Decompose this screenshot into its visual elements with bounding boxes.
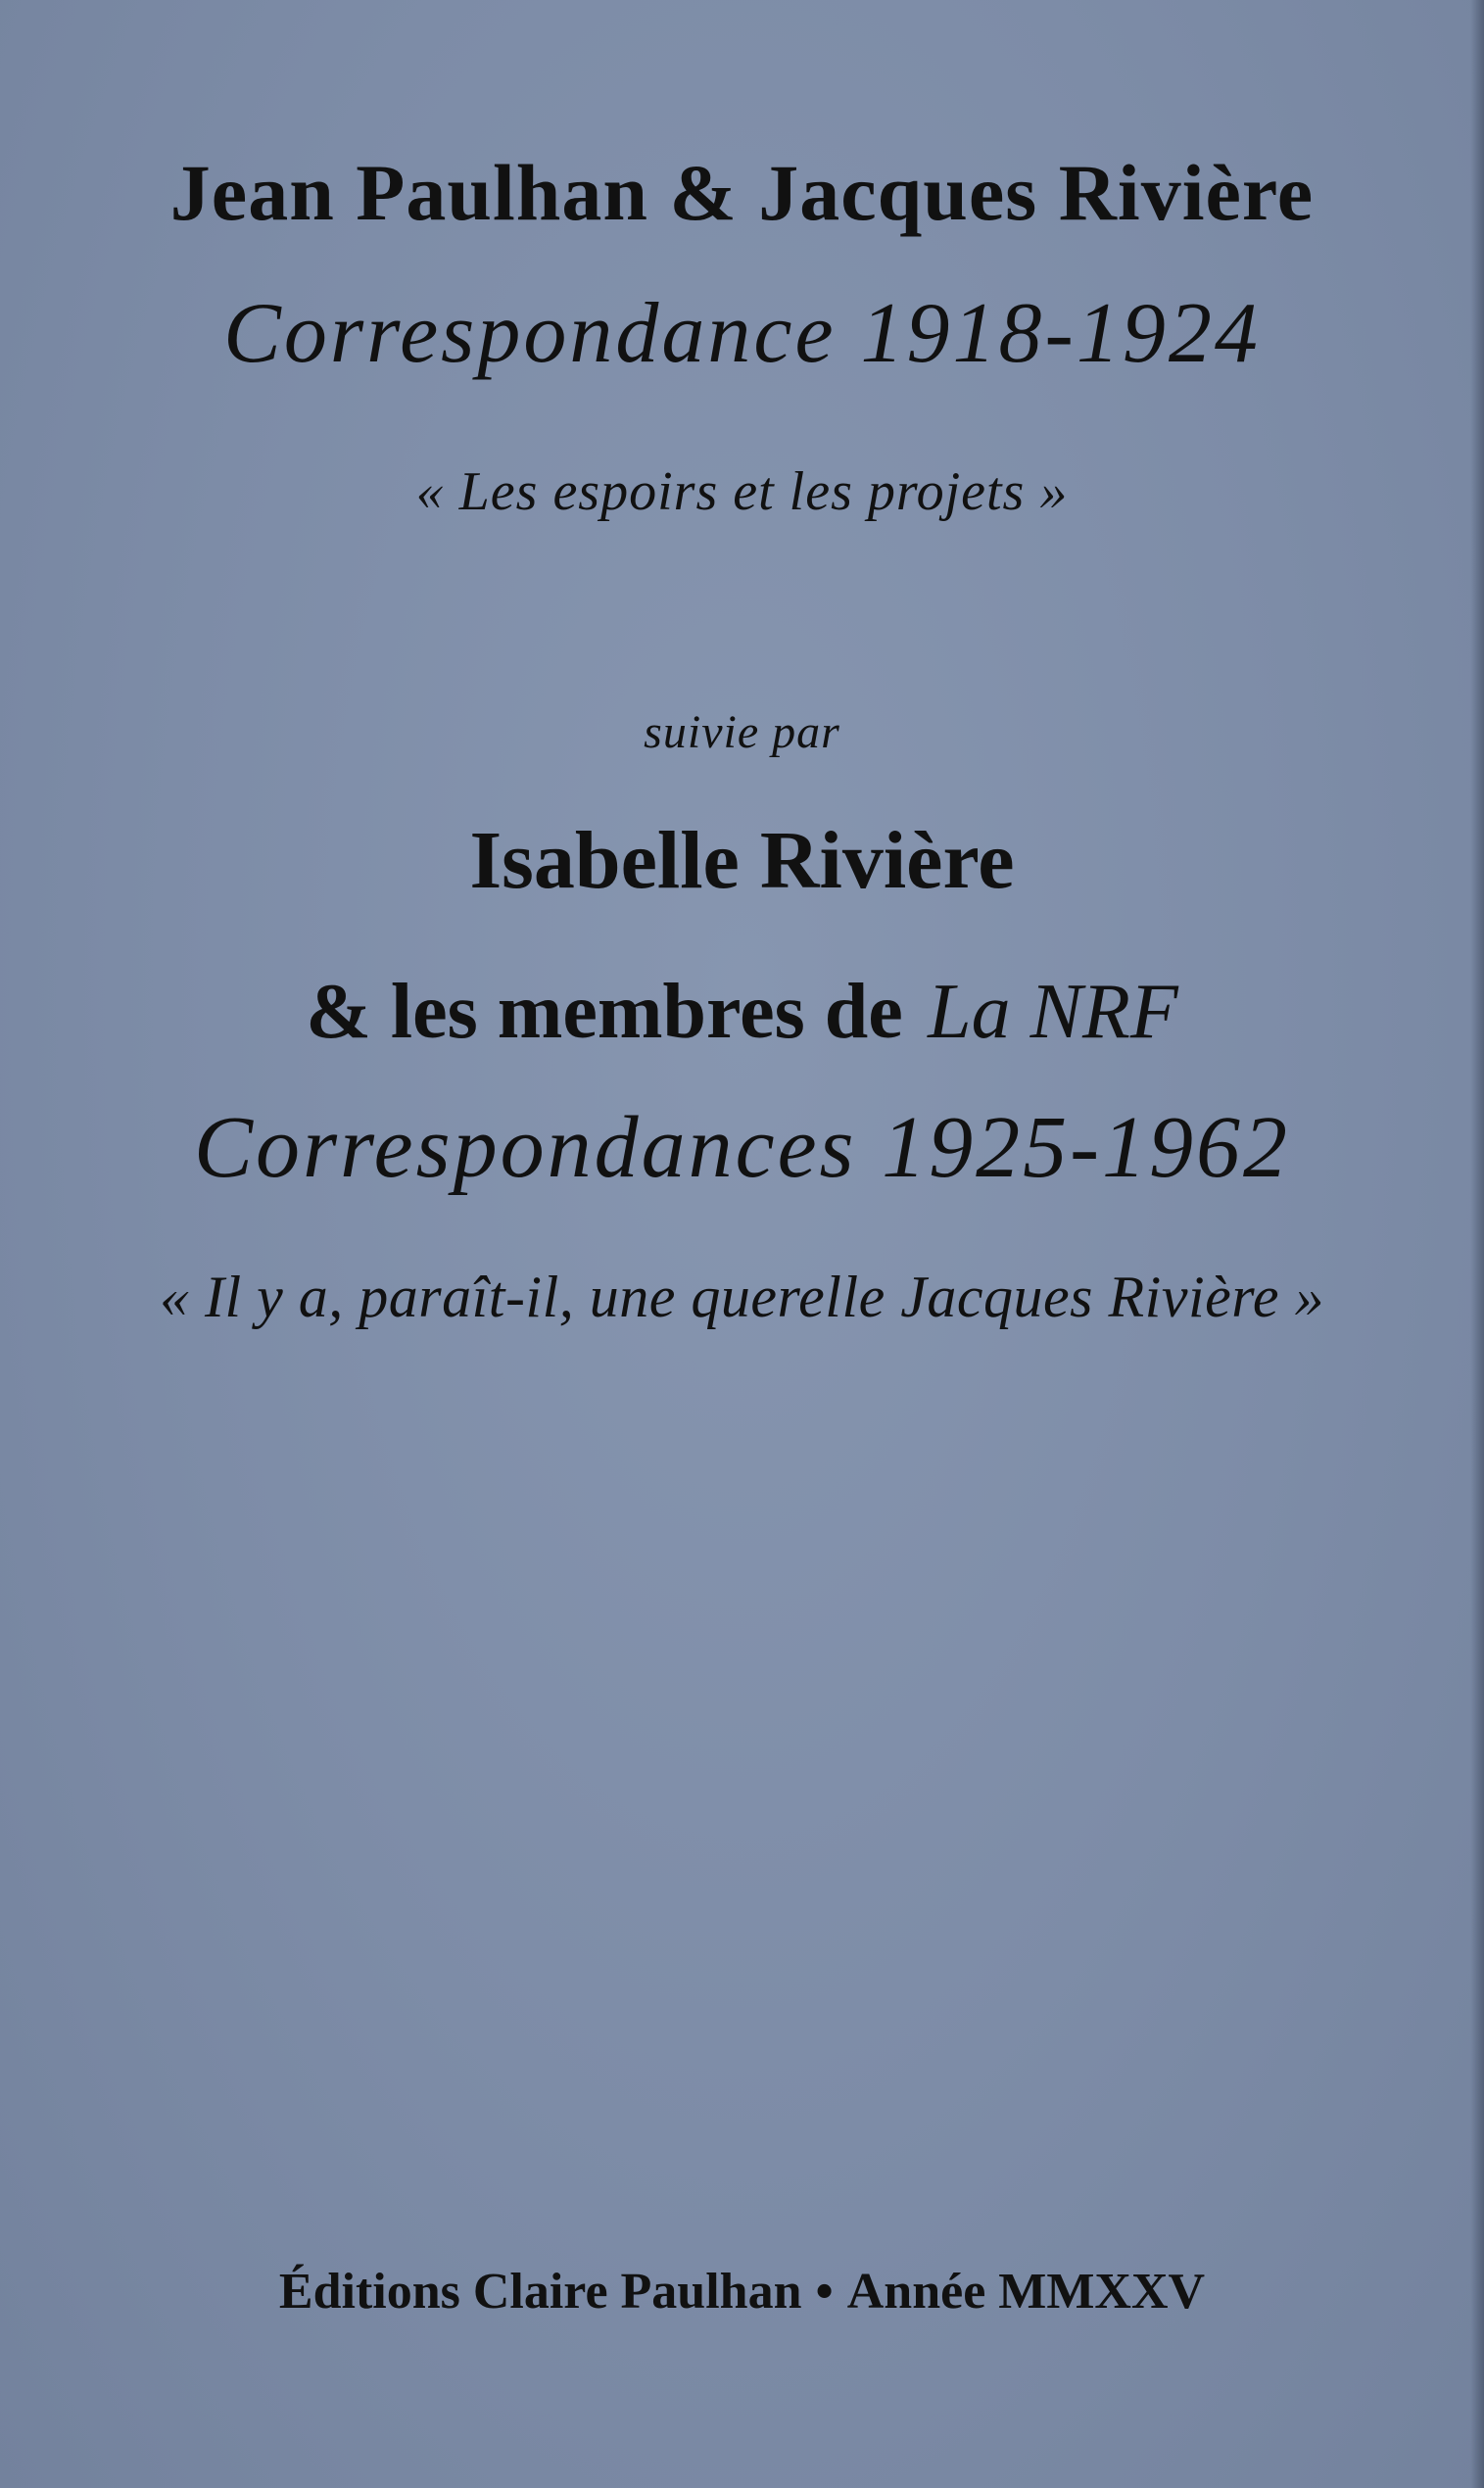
bullet-separator: • [815,2264,834,2320]
members-prefix: & les membres de [306,969,903,1055]
title-correspondances-1925-1962: Correspondances 1925-1962 [193,1099,1291,1196]
authors-line: Jean Paulhan & Jacques Rivière [169,148,1315,237]
author-isabelle-riviere: Isabelle Rivière [469,815,1015,906]
title-correspondance-1918-1924: Correspondance 1918-1924 [223,286,1261,381]
journal-name: La NRF [928,969,1178,1055]
subtitle-quote-1: « Les espoirs et les projets » [415,461,1069,522]
publication-year: Année MMXXV [846,2264,1206,2320]
cover-edge-shadow [1470,0,1484,2488]
subtitle-quote-2: « Il y a, paraît-il, une querelle Jacques Rivière » [159,1265,1325,1329]
publisher-name: Éditions Claire Paulhan [278,2264,802,2320]
publisher-line [0,2263,1484,2321]
members-line [0,965,1484,1057]
followed-by-text: suivie par [644,706,840,758]
